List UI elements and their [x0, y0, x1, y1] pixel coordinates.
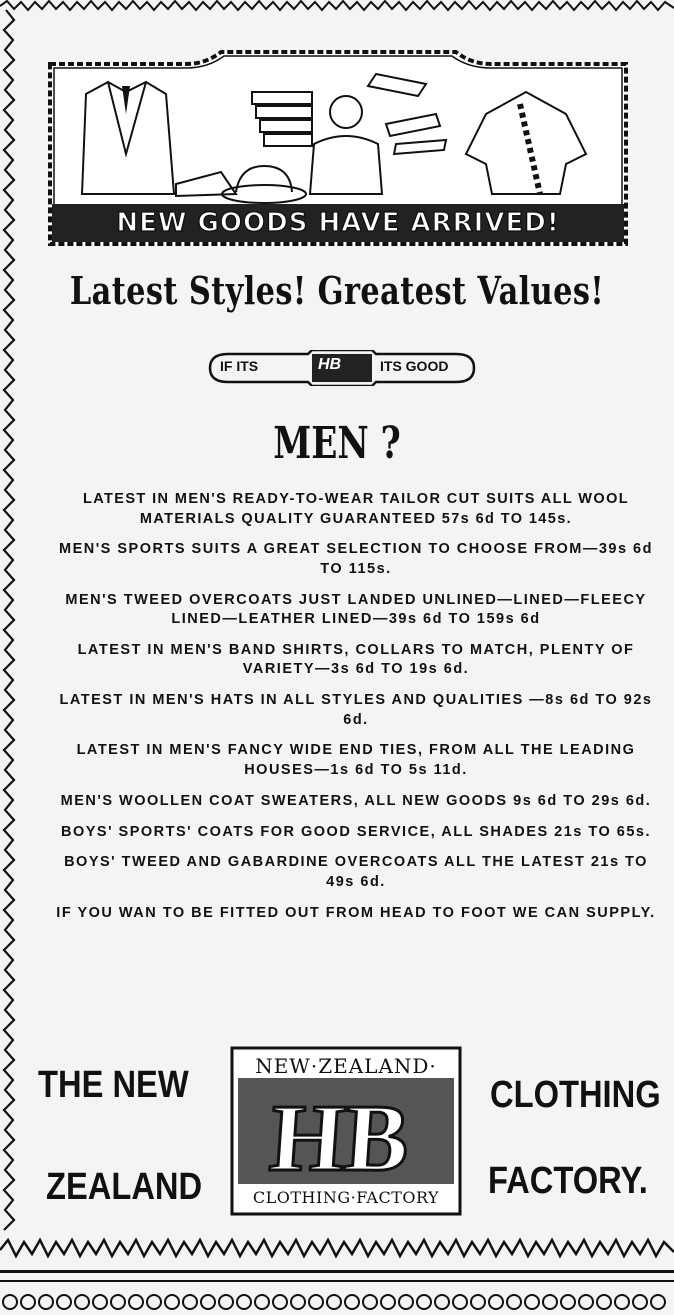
logo-bottom-text: CLOTHING·FACTORY: [252, 1188, 440, 1207]
footer-right-bottom: FACTORY.: [488, 1160, 648, 1202]
footer-left-top: THE NEW: [38, 1064, 189, 1106]
footer-left-bottom: ZEALAND: [46, 1166, 203, 1208]
logo-top-text: NEW·ZEALAND·: [255, 1054, 437, 1078]
list-item: BOYS' TWEED AND GABARDINE OVERCOATS ALL THE LATEST 21s TO 49s 6d.: [64, 854, 648, 890]
headline: Latest Styles! Greatest Values!: [69, 268, 605, 313]
slogan-left-text: IF ITS: [220, 358, 259, 374]
logo-letters: HB: [266, 1084, 413, 1191]
bottom-rule-lower: [0, 1280, 674, 1282]
bottom-circle-border: [0, 1290, 674, 1315]
list-item: IF YOU WAN TO BE FITTED OUT FROM HEAD TO FOOT WE CAN SUPPLY.: [56, 904, 656, 921]
list-item: BOYS' SPORTS' COATS FOR GOOD SERVICE, ALL SHADES 21s TO 65s.: [60, 823, 651, 840]
top-zigzag-border: [0, 0, 674, 14]
list-item: LATEST IN MEN'S BAND SHIRTS, COLLARS TO MATCH, PLENTY OF VARIETY—3s 6d TO 19s 6d.: [77, 641, 635, 678]
slogan-right-text: ITS GOOD: [380, 358, 449, 374]
banner-title: NEW GOODS HAVE ARRIVED!: [116, 208, 560, 238]
list-item: MEN'S SPORTS SUITS A GREAT SELECTION TO CHOOSE FROM—39s 6d TO 115s.: [59, 541, 653, 577]
product-list: [50, 490, 662, 934]
footer-right-top: CLOTHING: [490, 1074, 661, 1116]
list-item: LATEST IN MEN'S READY-TO-WEAR TAILOR CUT SUITS ALL WOOL MATERIALS QUALITY GUARANTEED 57s 6d TO 145s.: [82, 491, 630, 527]
list-item: MEN'S TWEED OVERCOATS JUST LANDED UNLINED—LINED—FLEECY LINED—LEATHER LINED—39s 6d TO 159s 6d: [65, 591, 647, 628]
list-item: LATEST IN MEN'S FANCY WIDE END TIES, FROM ALL THE LEADING HOUSES—1s 6d TO 5s 11d.: [76, 742, 636, 778]
bottom-rule-upper: [0, 1270, 674, 1273]
slogan-brand: HB: [318, 356, 342, 373]
list-item: MEN'S WOOLLEN COAT SWEATERS, ALL NEW GOODS 9s 6d TO 29s 6d.: [60, 792, 652, 809]
section-title: MEN ?: [273, 418, 401, 469]
list-item: LATEST IN MEN'S HATS IN ALL STYLES AND QUALITIES —8s 6d TO 92s 6d.: [59, 692, 653, 728]
bottom-zigzag-border: [0, 1236, 674, 1262]
left-zigzag-border: [0, 0, 18, 1240]
